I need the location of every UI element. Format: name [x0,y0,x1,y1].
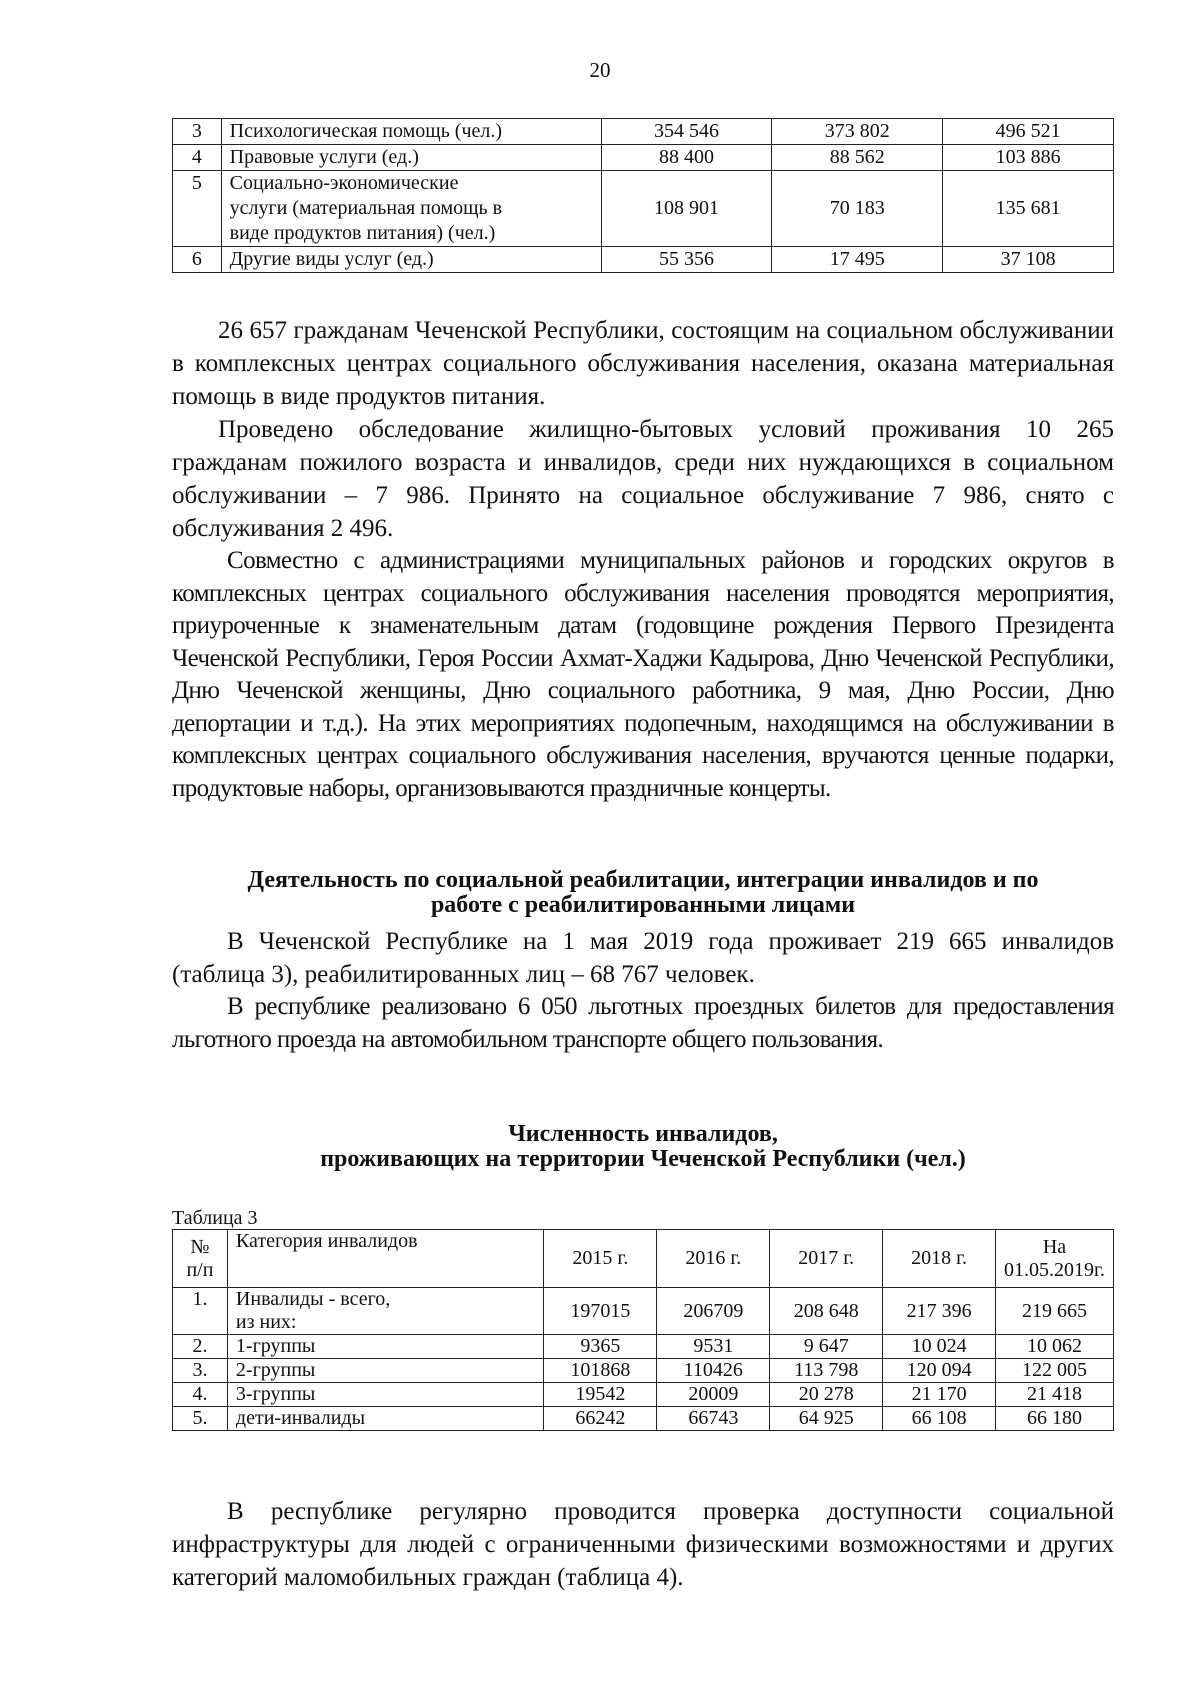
row-label: Психологическая помощь (чел.) [221,119,601,145]
table-cell: 21 418 [996,1383,1114,1407]
header-category: Категория инвалидов [227,1230,544,1288]
header-year: 2017 г. [770,1230,883,1288]
row-number: 5 [173,171,222,247]
row-number: 3 [173,119,222,145]
paragraph-accessibility: В республике регулярно проводится проверка доступности социальной инфраструктуры для людей с ограниченными физическими возможностями и других категорий маломобильных граждан (таблица 4). [172,1498,1114,1591]
table-cell: 217 396 [883,1288,996,1335]
table-row [173,1288,1114,1335]
table-cell: 20009 [657,1383,770,1407]
row-label: Социально-экономические услуги (материальная помощь в виде продуктов питания) (чел.) [221,171,601,247]
services-table [172,118,1114,273]
table-cell: 219 665 [996,1288,1114,1335]
table3-caption: Таблица 3 [172,1207,258,1229]
row-number: 5. [173,1407,228,1431]
table-row [173,1383,1114,1407]
row-number: 4 [173,145,222,171]
row-category: 2-группы [227,1359,544,1383]
row-number: 2. [173,1335,228,1359]
table-cell: 496 521 [943,119,1114,145]
table-row [173,1335,1114,1359]
row-label: Правовые услуги (ед.) [221,145,601,171]
paragraph-events: Совместно с администрациями муниципальных районов и городских округов в комплексных центрах социального обслуживания населения проводятся мероприятия, приуроченные к знаменательным датам (годовщине рождения Первого Президента Чеченской Республики, Героя России Ахмат-Хаджи Кадырова, Дню Чеченской Республики, Дню Чеченской женщины, Дню социального работника, 9 мая, Дню России, Дню депортации и т.д.). На этих мероприятиях подопечным, находящимся на обслуживании в комплексных центрах социального обслуживания населения, вручаются ценные подарки, продуктовые наборы, организовываются праздничные концерты. [172,547,1114,802]
section-heading: Деятельность по социальной реабилитации, интеграции инвалидов и по работе с реабилитированными лицами [247,867,1039,918]
row-category: 3-группы [227,1383,544,1407]
table-cell: 197015 [544,1288,657,1335]
row-label: Другие виды услуг (ед.) [221,247,601,273]
table-cell: 66 108 [883,1407,996,1431]
paragraph-living-conditions: Проведено обследование жилищно-бытовых условий проживания 10 265 гражданам пожилого возраста и инвалидов, среди них нуждающихся в социальном обслуживании – 7 986. Принято на социальное обслуживание 7 986, снято с обслуживания 2 496. [172,416,1114,542]
table-cell: 88 400 [601,145,772,171]
table-cell: 55 356 [601,247,772,273]
table-cell: 66242 [544,1407,657,1431]
header-date: На 01.05.2019г. [996,1230,1114,1288]
row-number: 6 [173,247,222,273]
row-category: Инвалиды - всего, из них: [227,1288,544,1335]
row-number: 1. [173,1288,228,1335]
header-number: № п/п [173,1230,228,1288]
table-cell: 208 648 [770,1288,883,1335]
table-cell: 9365 [544,1335,657,1359]
table-cell: 10 024 [883,1335,996,1359]
table-cell: 21 170 [883,1383,996,1407]
table-cell: 103 886 [943,145,1114,171]
table-cell: 17 495 [772,247,943,273]
table-cell: 66743 [657,1407,770,1431]
table-cell: 9 647 [770,1335,883,1359]
table-cell: 122 005 [996,1359,1114,1383]
row-category: дети-инвалиды [227,1407,544,1431]
paragraph-tickets: В республике реализовано 6 050 льготных проездных билетов для предоставления льготного проезда на автомобильном транспорте общего пользования. [172,993,1114,1053]
table-cell: 37 108 [943,247,1114,273]
table-row [173,119,1114,145]
paragraph-disabled-count: В Чеченской Республике на 1 мая 2019 года проживает 219 665 инвалидов (таблица 3), реабилитированных лиц – 68 767 человек. [172,928,1114,988]
row-number: 4. [173,1383,228,1407]
table-cell: 108 901 [601,171,772,247]
table-cell: 70 183 [772,171,943,247]
table-row [173,1359,1114,1383]
table-cell: 101868 [544,1359,657,1383]
table-row [173,145,1114,171]
paragraph-food-aid: 26 657 гражданам Чеченской Республики, состоящим на социальном обслуживании в комплексных центрах социального обслуживания населения, оказана материальная помощь в виде продуктов питания. [172,317,1114,410]
row-category: 1-группы [227,1335,544,1359]
table-cell: 10 062 [996,1335,1114,1359]
table-cell: 135 681 [943,171,1114,247]
table-cell: 88 562 [772,145,943,171]
header-year: 2016 г. [657,1230,770,1288]
table-row [173,1407,1114,1431]
table-cell: 354 546 [601,119,772,145]
header-year: 2018 г. [883,1230,996,1288]
table-cell: 64 925 [770,1407,883,1431]
table-header-row [173,1230,1114,1288]
table-cell: 120 094 [883,1359,996,1383]
row-number: 3. [173,1359,228,1383]
table-cell: 110426 [657,1359,770,1383]
table-cell: 373 802 [772,119,943,145]
table-row [173,171,1114,247]
disabled-persons-table [172,1229,1114,1431]
table-cell: 113 798 [770,1359,883,1383]
table-cell: 9531 [657,1335,770,1359]
table-cell: 19542 [544,1383,657,1407]
header-year: 2015 г. [544,1230,657,1288]
table3-title: Численность инвалидов, проживающих на территории Чеченской Республики (чел.) [320,1121,966,1172]
table-cell: 66 180 [996,1407,1114,1431]
table-cell: 20 278 [770,1383,883,1407]
table-cell: 206709 [657,1288,770,1335]
table-row [173,247,1114,273]
page-number: 20 [589,58,611,82]
